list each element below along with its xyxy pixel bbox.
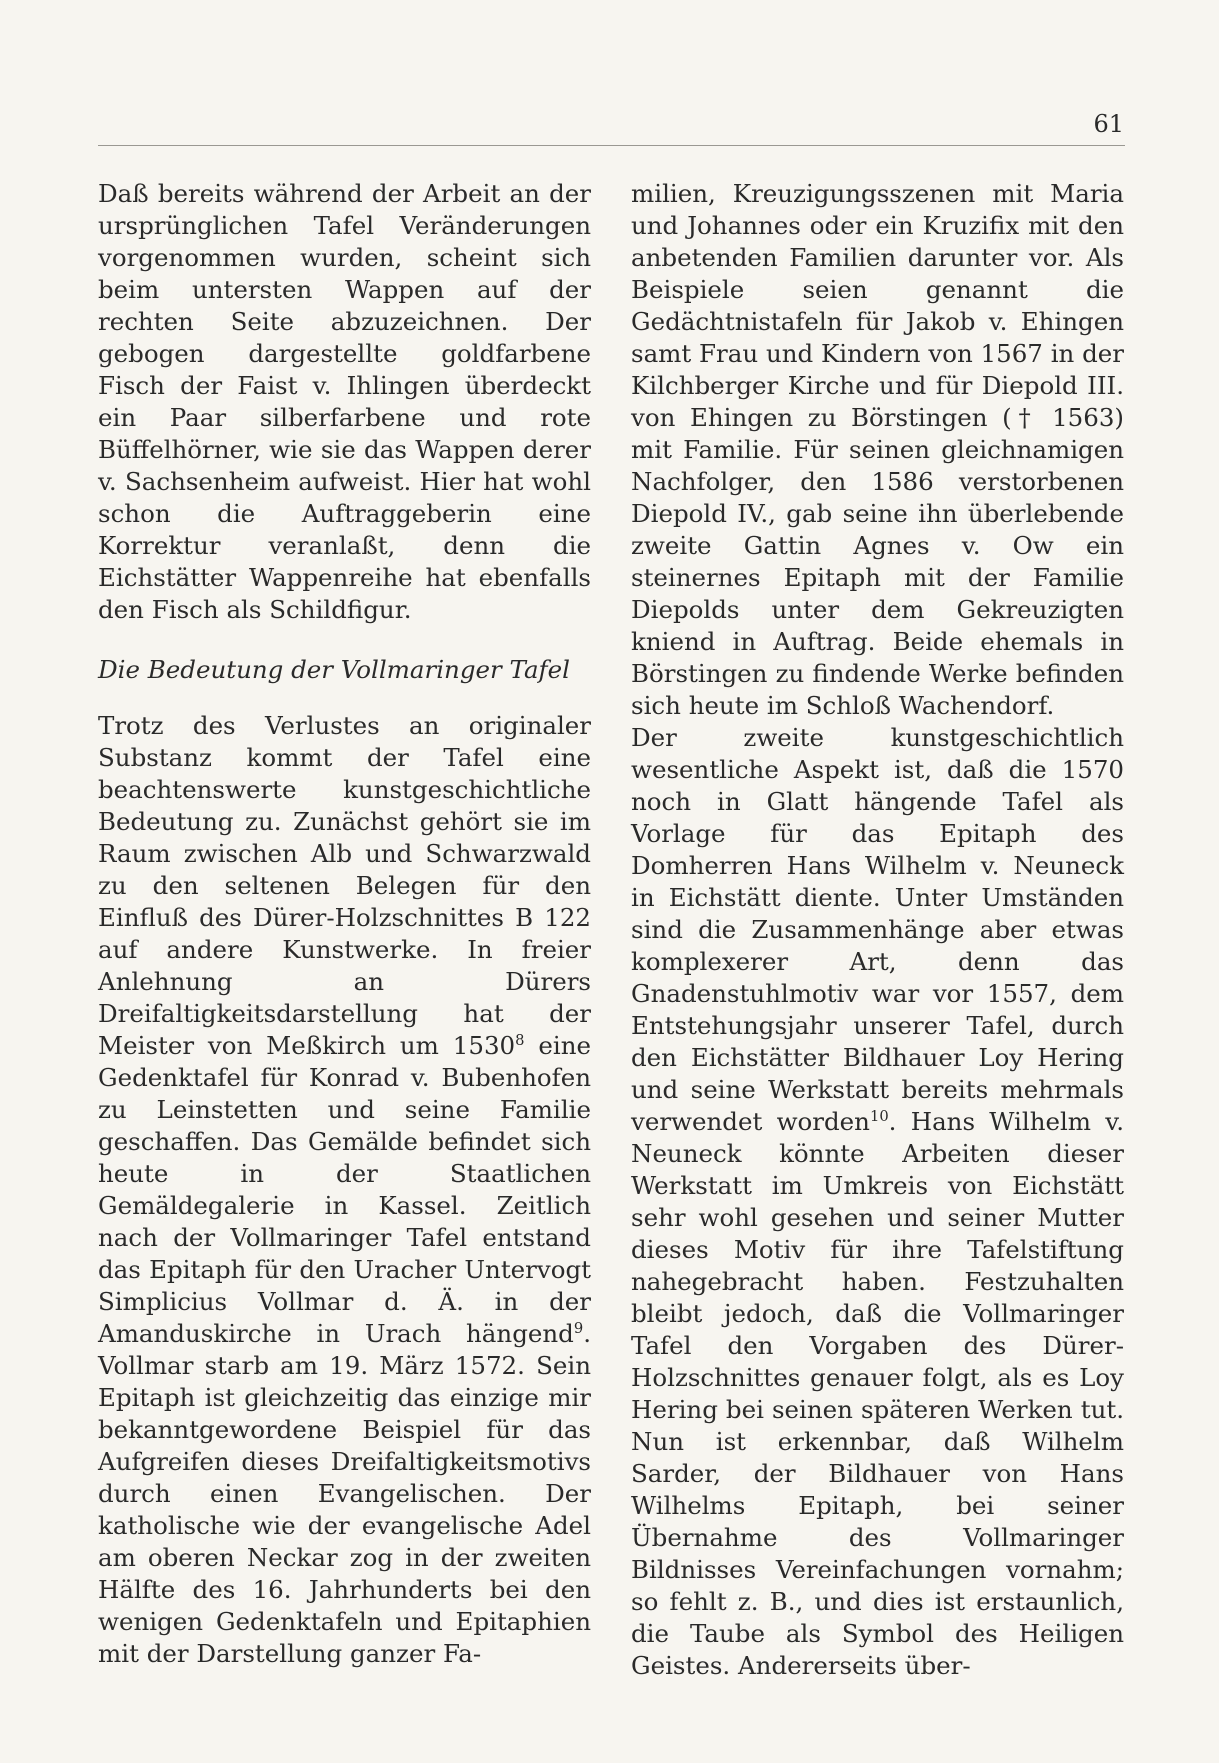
paragraph-text: . Vollmar starb am 19. März 1572. Sein Epitaph ist gleichzeitig das einzige mir bekanntgewordene Beispiel für das Aufgreifen dieses Dreifaltigkeitsmotivs durch einen Evangelischen. Der katholische wie der evangelische Adel am oberen Neckar zog in der zweiten Hälfte des 16. Jahrhunderts bei den wenigen Gedenktafeln und Epitaphien mit der Darstellung ganzer Fa-	[98, 1319, 591, 1668]
header-rule	[98, 145, 1125, 146]
paragraph-text: . Hans Wilhelm v. Neuneck könnte Arbeiten dieser Werkstatt im Umkreis von Eichstätt sehr wohl gesehen und seiner Mutter dieses Motiv für ihre Tafelstiftung nahegebracht haben. Festzuhalten bleibt jedoch, daß die Vollmaringer Tafel den Vorgaben des Dürer-Holzschnittes genauer folgt, als es Loy Hering bei seinen späteren Werken tut. Nun ist erkennbar, daß Wilhelm Sarder, der Bildhauer von Hans Wilhelms Epitaph, bei seiner Übernahme des Vollmaringer Bildnisses Vereinfachungen vornahm; so fehlt z. B., und dies ist erstaunlich, die Taube als Symbol des Heiligen Geistes. Andererseits über-	[631, 1107, 1124, 1680]
footnote-marker-8: 8	[515, 1031, 525, 1049]
left-column	[98, 178, 591, 1670]
paragraph-text: Der zweite kunstgeschichtlich wesentliche Aspekt ist, daß die 1570 noch in Glatt hängende Tafel als Vorlage für das Epitaph des Domherren Hans Wilhelm v. Neuneck in Eichstätt diente. Unter Umständen sind die Zusammenhänge aber etwas komplexerer Art, denn das Gnadenstuhlmotiv war vor 1557, dem Entstehungsjahr unserer Tafel, durch den Eichstätter Bildhauer Loy Hering und seine Werkstatt bereits mehrmals verwendet worden	[631, 723, 1124, 1136]
paragraph-second-aspect	[631, 722, 1124, 1682]
footnote-marker-9: 9	[573, 1319, 584, 1337]
right-column	[631, 178, 1124, 1682]
paragraph-significance	[98, 710, 591, 1670]
section-heading: Die Bedeutung der Vollmaringer Tafel	[98, 655, 570, 684]
paragraph-text: eine Gedenktafel für Konrad v. Bubenhofen zu Leinstetten und seine Familie geschaffen. Das Gemälde befindet sich heute in der Staatlichen Gemäldegalerie in Kassel. Zeitlich nach der Vollmaringer Tafel entstand das Epitaph für den Uracher Untervogt Simplicius Vollmar d. Ä. in der Amanduskirche in Urach hängend	[98, 1031, 591, 1348]
paragraph-family-epitaphs: milien, Kreuzigungsszenen mit Maria und Johannes oder ein Kruzifix mit den anbetenden Familien darunter vor. Als Beispiele seien genannt die Gedächtnistafeln für Jakob v. Ehingen samt Frau und Kindern von 1567 in der Kilchberger Kirche und für Diepold III. von Ehingen zu Börstingen († 1563) mit Familie. Für seinen gleichnamigen Nachfolger, den 1586 verstorbenen Diepold IV., gab seine ihn überlebende zweite Gattin Agnes v. Ow ein steinernes Epitaph mit der Familie Diepolds unter dem Gekreuzigten kniend in Auftrag. Beide ehemals in Börstingen zu findende Werke befinden sich heute im Schloß Wachendorf.	[631, 179, 1124, 720]
page-number: 61	[1093, 110, 1124, 138]
paragraph-wappen-correction: Daß bereits während der Arbeit an der ursprünglichen Tafel Veränderungen vorgenommen wurden, scheint sich beim untersten Wappen auf der rechten Seite abzuzeichnen. Der gebogen dargestellte goldfarbene Fisch der Faist v. Ihlingen überdeckt ein Paar silberfarbene und rote Büffelhörner, wie sie das Wappen derer v. Sachsenheim aufweist. Hier hat wohl schon die Auftraggeberin eine Korrektur veranlaßt, denn die Eichstätter Wappenreihe hat ebenfalls den Fisch als Schildfigur.	[98, 179, 591, 624]
paragraph-text: Trotz des Verlustes an originaler Substanz kommt der Tafel eine beachtenswerte kunstgeschichtliche Bedeutung zu. Zunächst gehört sie im Raum zwischen Alb und Schwarzwald zu den seltenen Belegen für den Einfluß des Dürer-Holzschnittes B 122 auf andere Kunstwerke. In freier Anlehnung an Dürers Dreifaltigkeitsdarstellung hat der Meister von Meßkirch um 1530	[98, 711, 591, 1060]
footnote-marker-10: 10	[869, 1107, 889, 1125]
